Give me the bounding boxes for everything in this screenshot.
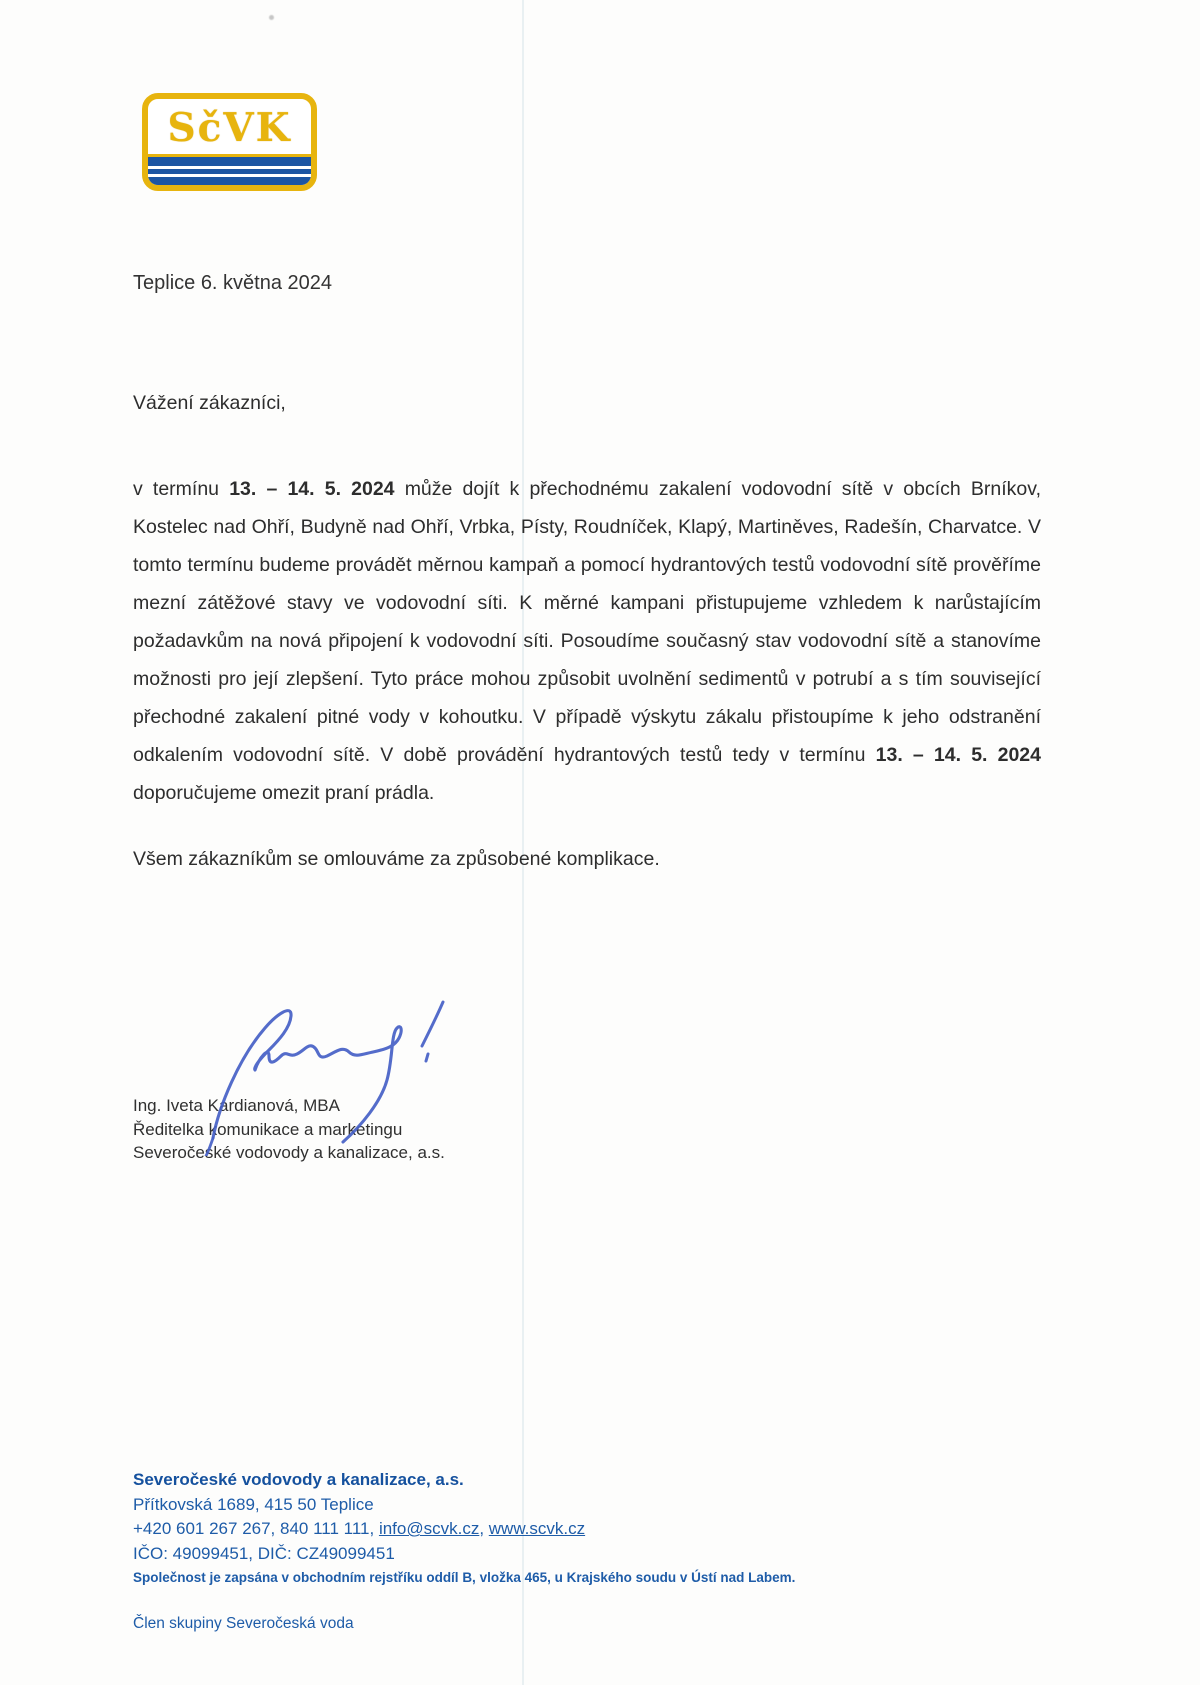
handwritten-signature (195, 988, 465, 1156)
signatory-name: Ing. Iveta Kardianová, MBA (133, 1096, 340, 1115)
signatory-title: Ředitelka komunikace a marketingu (133, 1119, 403, 1139)
footer-address: Přítkovská 1689, 415 50 Teplice (133, 1494, 374, 1514)
footer-separator: , (479, 1519, 489, 1538)
footer-contact-line (133, 1517, 795, 1542)
salutation: Vážení zákazníci, (133, 392, 286, 414)
footer-group-membership: Člen skupiny Severočeská voda (133, 1615, 354, 1632)
logo-wave-stripes-icon (148, 154, 311, 185)
footer-website-link[interactable]: www.scvk.cz (488, 1519, 586, 1538)
footer-block (133, 1468, 795, 1637)
date-line: Teplice 6. května 2024 (133, 272, 333, 294)
footer-email-link[interactable]: info@scvk.cz (378, 1519, 480, 1538)
footer-registry-note: Společnost je zapsána v obchodním rejstříku oddíl B, vložka 465, u Krajského soudu v Ústí nad Labem. (133, 1570, 796, 1585)
closing-line: Všem zákazníkům se omlouváme za způsobené komplikace. (133, 848, 660, 870)
signatory-company: Severočeské vodovody a kanalizace, a.s. (133, 1143, 445, 1162)
footer-company-ids: IČO: 49099451, DIČ: CZ49099451 (133, 1543, 395, 1563)
scvk-logo (142, 93, 317, 191)
body-paragraph: v termínu 13. – 14. 5. 2024 může dojít k přechodnému zakalení vodovodní sítě v obcích Brníkov, Kostelec nad Ohří, Budyně nad Ohří, Vrbka, Písty, Roudníček, Klapý, Martiněves, Radešín, Charvatce. V tomto termínu budeme provádět měrnou kampaň a pomocí hydrantových testů vodovodní sítě prověříme mezní zátěžové stavy ve vodovodní síti. K měrné kampani přistupujeme vzhledem k narůstajícím požadavkům na nová připojení k vodovodní síti. Posoudíme současný stav vodovodní sítě a stanovíme možnosti pro její zlepšení. Tyto práce mohou způsobit uvolnění sedimentů v potrubí a s tím související přechodné zakalení pitné vody v kohoutku. V případě výskytu zákalu přistoupíme k jeho odstranění odkalením vodovodní sítě. V době provádění hydrantových testů tedy v termínu 13. – 14. 5. 2024 doporučujeme omezit praní prádla. (133, 478, 1041, 804)
footer-company-name: Severočeské vodovody a kanalizace, a.s. (133, 1470, 464, 1489)
scan-dot-artifact (269, 15, 274, 20)
logo-wordmark: SčVK (167, 105, 292, 151)
scan-line-artifact (522, 0, 524, 1685)
footer-phone-numbers: +420 601 267 267, 840 111 111, (133, 1519, 379, 1538)
